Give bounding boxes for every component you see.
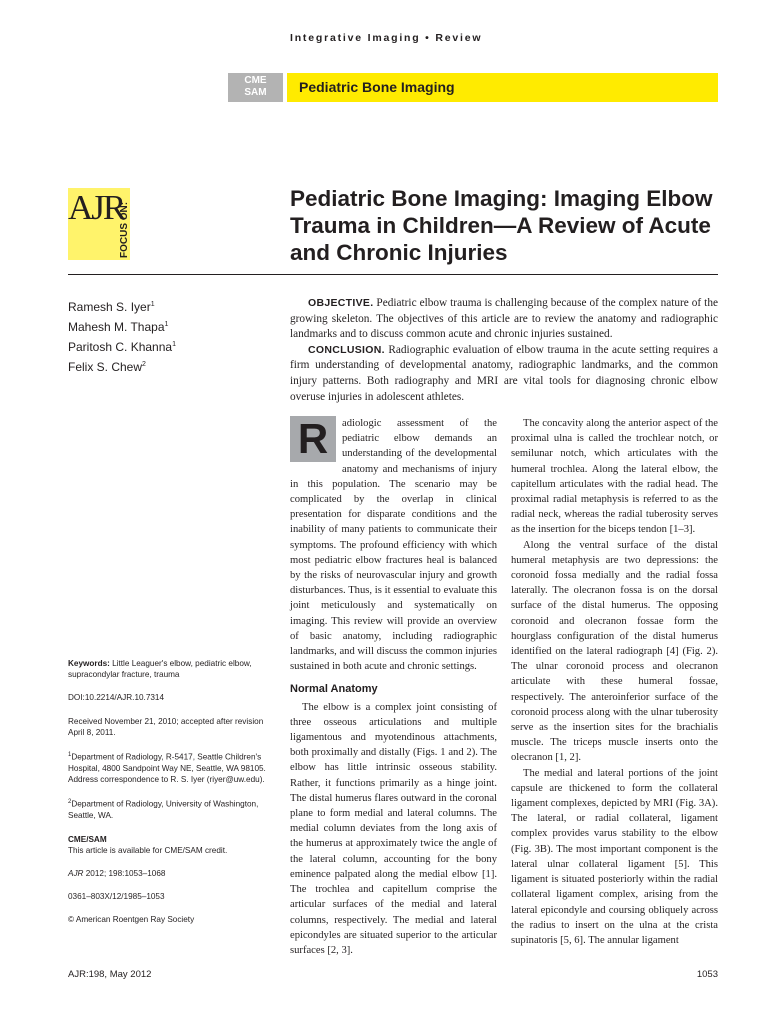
drop-cap: R <box>290 416 336 462</box>
abstract <box>290 296 718 405</box>
sam-label: SAM <box>244 87 267 98</box>
body-column-2 <box>511 416 718 948</box>
author: Felix S. Chew$^2$ <box>68 360 146 374</box>
received-dates: Received November 21, 2010; accepted after revision April 8, 2011. <box>68 716 264 737</box>
affiliation-2: $^2$Department of Radiology, University of Washington, Seattle, WA. <box>68 799 259 821</box>
body-paragraph: The medial and lateral portions of the joint capsule are thickened to form the collateral ligament complexes, depicted by MRI (Fig. 3A). The lateral, or radial collateral, ligament complex provides varus stability to the elbow (Fig. 3B). The most important component is the lateral ulnar collateral ligament [5]. This ligament is situated posteriorly within the radial collateral ligament complex, arising from the lateral epicondyle and coursing obliquely across the radius to insert on the ulna at the crista supinatoris [5, 6]. The annular ligament <box>511 767 718 946</box>
body-paragraph: The elbow is a complex joint consisting of three osseous articulations and multiple ligamentous and myotendinous attachments, both proximally and distally (Figs. 1 and 2). The elbow has little intrinsic osseous stability. Rather, it functions primarily as a hinge joint. The distal humerus flares outward in the coronal plane to form medial and lateral columns. The medial column deviates from the long axis of the humerus at approximately twice the angle of the lateral column, accounting for the bony eminence palpated along the medial elbow [1]. The trochlea and capitellum comprise the articular surfaces of the medial and lateral columns, respectively. The medial and lateral epicondyles are situated superior to the articular surfaces [2, 3]. <box>290 701 497 956</box>
section-heading: Normal Anatomy <box>290 683 378 696</box>
abstract-objective: OBJECTIVE. Pediatric elbow trauma is challenging because of the complex nature of the growing skeleton. The objectives of this article are to review the anatomy and radiographic landmarks and to discuss common acute and chronic injuries sustained. <box>290 297 718 341</box>
intro-paragraph: R adiologic assessment of the pediatric elbow demands an understanding of the developmental anatomy and mechanisms of injury in this population. The scenario may be complicated by the overlap in clinical presentation for disparate conditions and the inability of many patients to communicate their symptoms. The profound efficiency with which most pediatric elbow fractures heal is balanced by the risks of neurovascular injury and growth disturbances. Thus, is it essential to evaluate this joint meticulously and systematically on imaging. This review will provide an overview of basic anatomy, including radiographic landmarks, and will discuss the common injuries sustained in both acute and chronic settings. <box>290 415 497 673</box>
footer-journal: AJR:198, May 2012 <box>68 969 152 980</box>
header-divider <box>68 274 718 275</box>
keywords: Keywords: Little Leaguer's elbow, pediatric elbow, supracondylar fracture, trauma <box>68 659 252 680</box>
cme-label: CME <box>244 75 267 86</box>
citation: AJR 2012; 198:1053–1068 <box>68 868 166 878</box>
author: Ramesh S. Iyer$^1$ <box>68 300 155 314</box>
affiliation-1: $^1$Department of Radiology, R-5417, Seattle Children's Hospital, 4800 Sandpoint Way NE, Seattle, WA 98105. Address correspondence to R. S. Iyer (riyer@uw.edu). <box>68 752 266 785</box>
author: Paritosh C. Khanna$^1$ <box>68 340 176 354</box>
cme-sam-badge <box>228 73 283 102</box>
author-list <box>68 296 176 376</box>
issn: 0361–803X/12/1985–1053 <box>68 892 165 902</box>
body-paragraph: The concavity along the anterior aspect of the proximal ulna is called the trochlear notch, or semilunar notch, which articulates with the humeral trochlea. Along the lateral elbow, the capitellum articulates with the radial head. The proximal radial metaphysis is referred to as the radial neck, whereas the radial tuberosity serves as the insertion for the biceps tendon [1–3]. <box>511 418 718 536</box>
article-title: Pediatric Bone Imaging: Imaging Elbow Trauma in Children—A Review of Acute and Chronic Injuries <box>290 186 713 265</box>
topic-bar <box>287 73 718 102</box>
abstract-conclusion: CONCLUSION. Radiographic evaluation of elbow trauma in the acute setting requires a firm understanding of developmental anatomy, radiographic landmarks, and the common injury patterns. Both radiography and MRI are vital tools for diagnosing chronic elbow overuse injuries in adolescent athletes. <box>290 343 718 403</box>
cme-info: CME/SAM This article is available for CME/SAM credit. <box>68 834 228 855</box>
body-column-1 <box>290 416 497 958</box>
topic-label: Pediatric Bone Imaging <box>299 79 455 95</box>
page-number: 1053 <box>696 969 718 980</box>
doi: DOI:10.2214/AJR.10.7314 <box>68 693 165 703</box>
copyright: © American Roentgen Ray Society <box>68 915 195 925</box>
focus-on-label: FOCUS ON: <box>119 201 130 258</box>
ajr-logo: AJR <box>68 188 125 227</box>
series-label: Integrative Imaging • Review <box>290 32 483 44</box>
body-paragraph: Along the ventral surface of the distal humeral metaphysis are two depressions: the coronoid fossa medially and the radial fossa laterally. The olecranon fossa is on the dorsal surface of the distal humerus. The opposing coronoid and olecranon fossae form the hourglass configuration of the distal humerus identified on the lateral radiograph [4] (Fig. 2). The ulnar coronoid process and olecranon articulate with these humeral fossae, respectively. The anteroinferior surface of the coronoid process along with the ulnar tuberosity serve as the insertion sites for the brachialis muscle. The triceps muscle inserts onto the olecranon [1, 2]. <box>511 539 718 764</box>
author: Mahesh M. Thapa$^1$ <box>68 320 169 334</box>
article-metadata <box>68 658 268 938</box>
